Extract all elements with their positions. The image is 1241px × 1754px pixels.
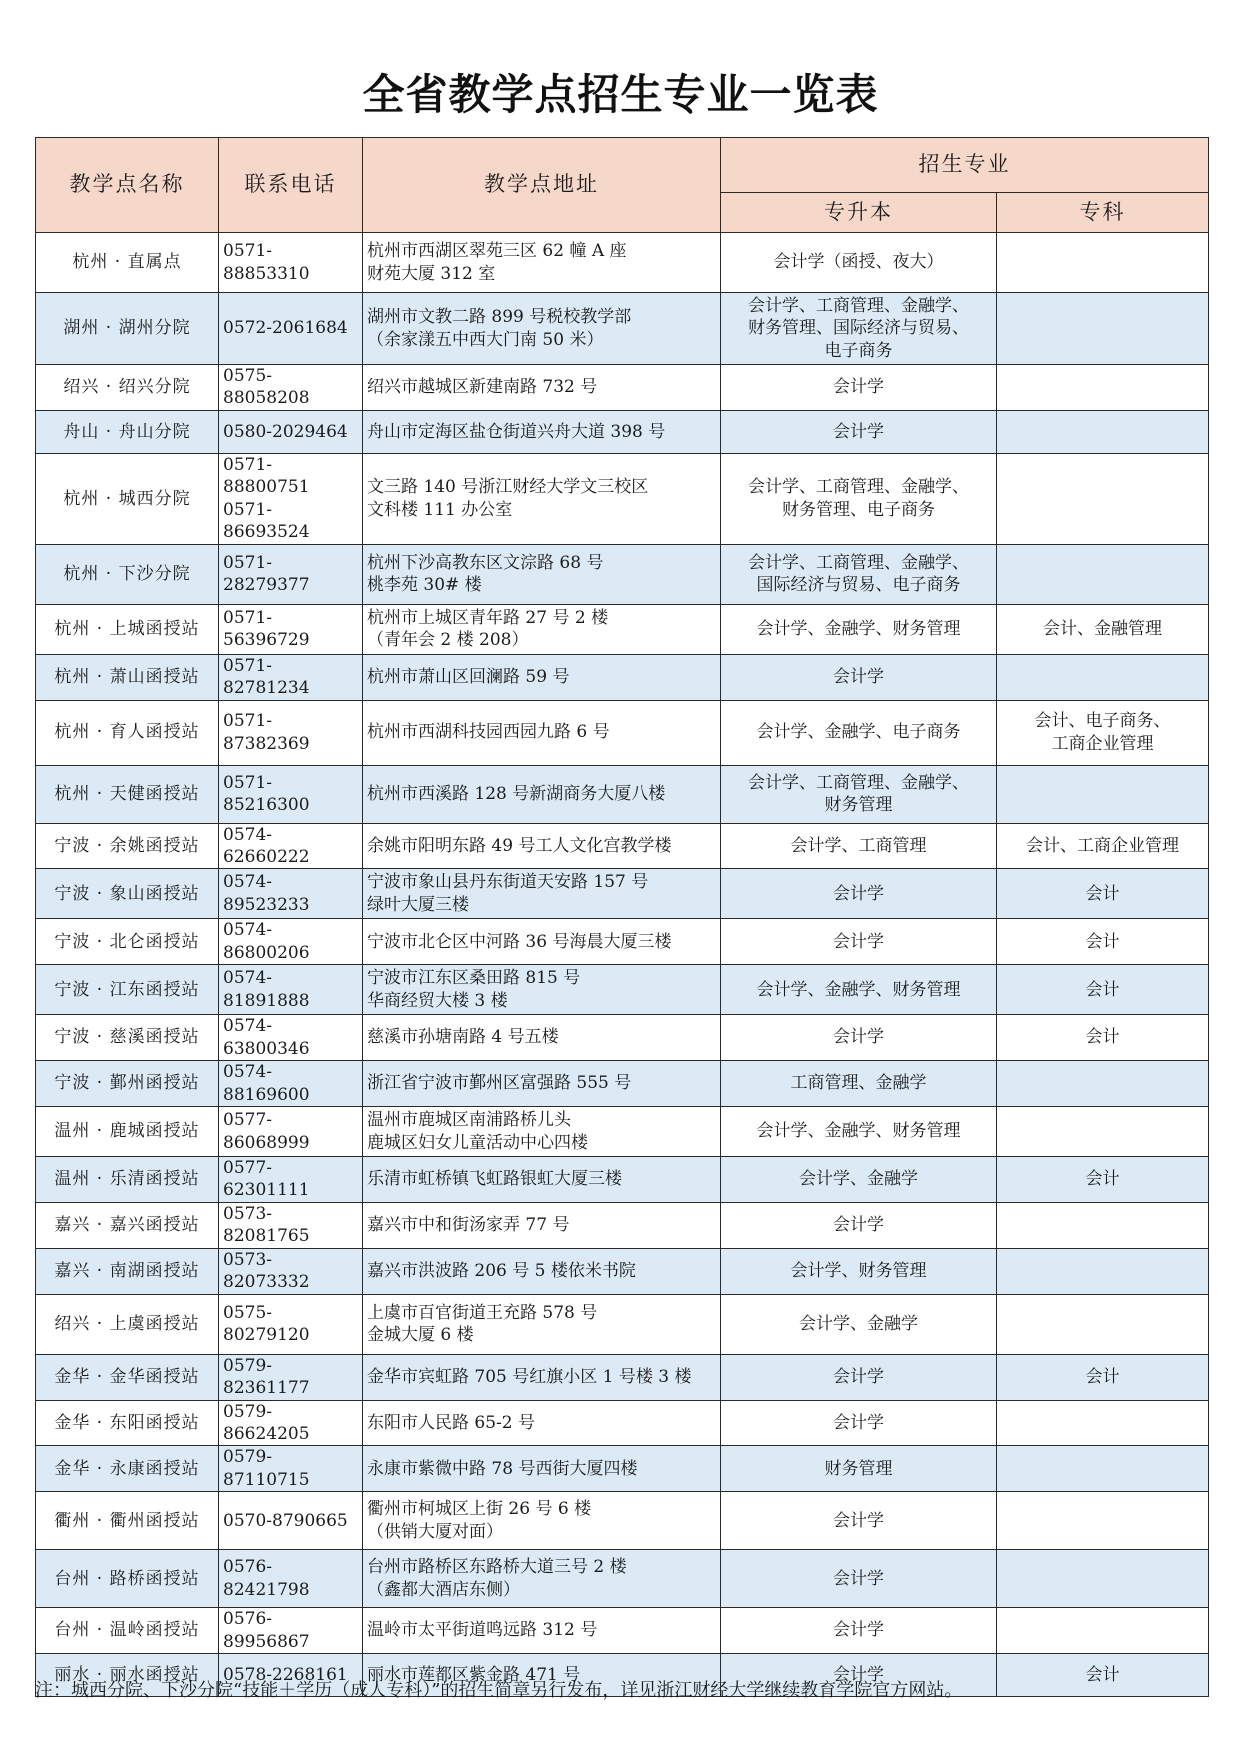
cell-college bbox=[997, 365, 1209, 411]
cell-phone bbox=[219, 1294, 363, 1354]
cell-college bbox=[997, 765, 1209, 823]
cell-address-line: 文三路 140 号浙江财经大学文三校区 bbox=[367, 477, 649, 498]
cell-name: 宁波 · 鄞州函授站 bbox=[36, 1061, 219, 1107]
table-row bbox=[36, 365, 1209, 411]
cell-phone-line: 0580-2029464 bbox=[223, 421, 348, 442]
cell-phone-line: 0574-88169600 bbox=[223, 1062, 310, 1105]
cell-upgrade-line: 会计学 bbox=[833, 1510, 884, 1531]
cell-upgrade-line: 会计学、工商管理、金融学、 bbox=[748, 772, 969, 793]
cell-phone-line: 0571-87382369 bbox=[223, 711, 310, 754]
cell-upgrade-line: 会计学 bbox=[833, 1215, 884, 1236]
cell-college bbox=[997, 544, 1209, 604]
cell-phone-line: 0572-2061684 bbox=[223, 318, 348, 339]
cell-college bbox=[997, 1608, 1209, 1654]
cell-college bbox=[997, 869, 1209, 919]
cell-upgrade bbox=[721, 1157, 997, 1203]
table-row bbox=[36, 700, 1209, 765]
table-row bbox=[36, 1248, 1209, 1294]
cell-phone-line: 0577-86068999 bbox=[223, 1110, 310, 1153]
cell-upgrade bbox=[721, 654, 997, 700]
cell-address bbox=[363, 1248, 721, 1294]
cell-address-line: 永康市紫微中路 78 号西街大厦四楼 bbox=[367, 1458, 638, 1479]
cell-upgrade-line: 会计学 bbox=[833, 931, 884, 952]
cell-upgrade bbox=[721, 1354, 997, 1400]
cell-upgrade-line: 财务管理 bbox=[824, 795, 893, 815]
cell-phone bbox=[219, 1202, 363, 1248]
cell-phone-line: 0577-62301111 bbox=[223, 1158, 310, 1201]
cell-college bbox=[997, 1400, 1209, 1446]
cell-address bbox=[363, 700, 721, 765]
cell-college-line: 会计、金融管理 bbox=[1043, 618, 1162, 639]
cell-upgrade bbox=[721, 765, 997, 823]
cell-phone bbox=[219, 293, 363, 365]
cell-phone bbox=[219, 1400, 363, 1446]
cell-phone bbox=[219, 1248, 363, 1294]
cell-phone bbox=[219, 919, 363, 965]
cell-phone bbox=[219, 604, 363, 654]
cell-phone-line: 0574-81891888 bbox=[223, 968, 310, 1011]
cell-upgrade bbox=[721, 823, 997, 869]
cell-phone bbox=[219, 1608, 363, 1654]
cell-college bbox=[997, 604, 1209, 654]
cell-address bbox=[363, 823, 721, 869]
cell-college bbox=[997, 410, 1209, 453]
cell-phone bbox=[219, 823, 363, 869]
cell-address-line: 杭州市西湖科技园西园九路 6 号 bbox=[367, 722, 610, 743]
cell-address-line: 慈溪市孙塘南路 4 号五楼 bbox=[367, 1027, 559, 1048]
cell-address bbox=[363, 544, 721, 604]
cell-college-line: 会计、工商企业管理 bbox=[1026, 835, 1179, 856]
cell-college bbox=[997, 293, 1209, 365]
cell-upgrade bbox=[721, 1061, 997, 1107]
cell-upgrade-line: 工商管理、金融学 bbox=[790, 1073, 927, 1094]
cell-college-line: 会计 bbox=[1085, 1169, 1120, 1190]
cell-address bbox=[363, 1492, 721, 1550]
cell-upgrade bbox=[721, 700, 997, 765]
cell-phone-line: 0579-87110715 bbox=[223, 1447, 310, 1490]
cell-phone-line: 0571-82781234 bbox=[223, 655, 310, 699]
cell-name: 嘉兴 · 南湖函授站 bbox=[36, 1248, 219, 1294]
cell-name: 宁波 · 余姚函授站 bbox=[36, 823, 219, 869]
cell-phone bbox=[219, 1354, 363, 1400]
cell-college bbox=[997, 1354, 1209, 1400]
cell-phone-line: 0579-86624205 bbox=[223, 1401, 310, 1444]
header-phone: 联系电话 bbox=[219, 138, 363, 233]
table-row bbox=[36, 823, 1209, 869]
cell-phone-line: 0579-82361177 bbox=[223, 1355, 310, 1399]
cell-college-line: 会计 bbox=[1085, 931, 1120, 952]
cell-address-line: 绍兴市越城区新建南路 732 号 bbox=[367, 377, 598, 398]
cell-name: 杭州 · 育人函授站 bbox=[36, 700, 219, 765]
cell-college bbox=[997, 700, 1209, 765]
cell-address-line: 嘉兴市中和街汤家弄 77 号 bbox=[367, 1215, 570, 1236]
table-row bbox=[36, 1294, 1209, 1354]
cell-phone bbox=[219, 1015, 363, 1061]
cell-upgrade-line: 会计学、财务管理 bbox=[790, 1260, 927, 1281]
cell-address-line: 温岭市太平街道鸣远路 312 号 bbox=[367, 1620, 598, 1641]
cell-phone-line: 0578-2268161 bbox=[223, 1664, 348, 1685]
cell-upgrade bbox=[721, 1015, 997, 1061]
cell-upgrade bbox=[721, 1492, 997, 1550]
cell-upgrade bbox=[721, 1400, 997, 1446]
cell-upgrade-line: 会计学（函授、夜大） bbox=[773, 252, 944, 273]
cell-upgrade bbox=[721, 604, 997, 654]
cell-college bbox=[997, 965, 1209, 1015]
cell-address-line: 丽水市莲都区紫金路 471 号 bbox=[367, 1664, 581, 1685]
cell-phone-line: 0574-86800206 bbox=[223, 920, 310, 963]
table-row bbox=[36, 654, 1209, 700]
cell-name: 金华 · 金华函授站 bbox=[36, 1354, 219, 1400]
cell-name: 杭州 · 城西分院 bbox=[36, 453, 219, 544]
cell-address-line: 财苑大厦 312 室 bbox=[367, 263, 496, 284]
cell-address-line: 杭州市西湖区翠苑三区 62 幢 A 座 bbox=[367, 241, 627, 262]
cell-name: 宁波 · 象山函授站 bbox=[36, 869, 219, 919]
cell-phone-line: 0575-88058208 bbox=[223, 366, 310, 409]
cell-name: 嘉兴 · 嘉兴函授站 bbox=[36, 1202, 219, 1248]
table-header bbox=[36, 138, 1209, 233]
cell-phone-line: 0576-89956867 bbox=[223, 1609, 310, 1652]
cell-name: 杭州 · 直属点 bbox=[36, 233, 219, 293]
cell-address bbox=[363, 1550, 721, 1608]
cell-address-line: 桃李苑 30# 楼 bbox=[367, 575, 482, 596]
cell-address-line: 华商经贸大楼 3 楼 bbox=[367, 990, 508, 1011]
cell-upgrade-line: 会计学、工商管理、金融学、 bbox=[748, 552, 969, 573]
cell-address bbox=[363, 293, 721, 365]
table-row bbox=[36, 410, 1209, 453]
footnote: 注：城西分院、下沙分院“技能＋学历（成人专科）”的招生简章另行发布，详见浙江财经大学继续教育学院官方网站。 bbox=[35, 1680, 963, 1701]
cell-address-line: 杭州市萧山区回澜路 59 号 bbox=[367, 666, 570, 687]
table-row bbox=[36, 1354, 1209, 1400]
cell-name: 宁波 · 北仑函授站 bbox=[36, 919, 219, 965]
cell-phone-line: 0571-88800751 bbox=[223, 454, 310, 498]
cell-college-line: 会计 bbox=[1085, 979, 1120, 1000]
table-row bbox=[36, 1015, 1209, 1061]
cell-address bbox=[363, 1400, 721, 1446]
cell-name: 台州 · 路桥函授站 bbox=[36, 1550, 219, 1608]
cell-upgrade bbox=[721, 965, 997, 1015]
cell-upgrade-line: 会计学、金融学、财务管理 bbox=[756, 618, 961, 639]
table-row bbox=[36, 453, 1209, 544]
cell-upgrade bbox=[721, 1550, 997, 1608]
table-row bbox=[36, 919, 1209, 965]
table-body bbox=[36, 233, 1209, 1697]
cell-address-line: 嘉兴市洪波路 206 号 5 楼依米书院 bbox=[367, 1260, 636, 1281]
cell-address bbox=[363, 965, 721, 1015]
cell-address bbox=[363, 1107, 721, 1157]
cell-upgrade bbox=[721, 1107, 997, 1157]
cell-phone bbox=[219, 965, 363, 1015]
cell-address-line: 舟山市定海区盐仓街道兴舟大道 398 号 bbox=[367, 421, 666, 442]
cell-phone-line: 0571-28279377 bbox=[223, 552, 310, 596]
cell-address-line: 鹿城区妇女儿童活动中心四楼 bbox=[367, 1132, 588, 1153]
cell-address bbox=[363, 233, 721, 293]
cell-address-line: 乐清市虹桥镇飞虹路银虹大厦三楼 bbox=[367, 1169, 622, 1190]
cell-college bbox=[997, 1015, 1209, 1061]
cell-address bbox=[363, 1294, 721, 1354]
cell-name: 湖州 · 湖州分院 bbox=[36, 293, 219, 365]
cell-upgrade-line: 会计学 bbox=[833, 1412, 884, 1433]
cell-phone-line: 0574-89523233 bbox=[223, 872, 310, 915]
cell-phone-line: 0574-63800346 bbox=[223, 1016, 310, 1059]
cell-phone bbox=[219, 1107, 363, 1157]
cell-upgrade bbox=[721, 919, 997, 965]
table-row bbox=[36, 1157, 1209, 1203]
cell-phone bbox=[219, 1550, 363, 1608]
cell-upgrade bbox=[721, 1446, 997, 1492]
cell-phone-line: 0571-85216300 bbox=[223, 772, 310, 815]
cell-address-line: 绿叶大厦三楼 bbox=[367, 894, 469, 915]
cell-name: 杭州 · 天健函授站 bbox=[36, 765, 219, 823]
cell-address-line: 金城大厦 6 楼 bbox=[367, 1325, 474, 1346]
cell-name: 绍兴 · 绍兴分院 bbox=[36, 365, 219, 411]
cell-phone-line: 0571-88853310 bbox=[223, 241, 310, 284]
table-row bbox=[36, 1550, 1209, 1608]
cell-phone bbox=[219, 453, 363, 544]
cell-name: 杭州 · 上城函授站 bbox=[36, 604, 219, 654]
cell-upgrade-line: 会计学、工商管理 bbox=[790, 835, 927, 856]
cell-upgrade-line: 会计学、金融学 bbox=[799, 1169, 918, 1190]
cell-upgrade bbox=[721, 1202, 997, 1248]
cell-address-line: 杭州下沙高教东区文淙路 68 号 bbox=[367, 552, 604, 573]
header-address: 教学点地址 bbox=[363, 138, 721, 233]
cell-upgrade-line: 会计学 bbox=[833, 1620, 884, 1641]
cell-phone-line: 0575-80279120 bbox=[223, 1302, 310, 1346]
cell-upgrade bbox=[721, 293, 997, 365]
table-row bbox=[36, 765, 1209, 823]
cell-name: 金华 · 永康函授站 bbox=[36, 1446, 219, 1492]
cell-upgrade-line: 会计学 bbox=[833, 421, 884, 442]
cell-upgrade bbox=[721, 365, 997, 411]
table-row bbox=[36, 1202, 1209, 1248]
cell-address-line: 杭州市上城区青年路 27 号 2 楼 bbox=[367, 607, 609, 628]
cell-upgrade-line: 财务管理 bbox=[824, 1458, 893, 1479]
cell-address-line: 金华市宾虹路 705 号红旗小区 1 号楼 3 楼 bbox=[367, 1366, 692, 1387]
cell-name: 台州 · 温岭函授站 bbox=[36, 1608, 219, 1654]
cell-address bbox=[363, 765, 721, 823]
cell-phone bbox=[219, 869, 363, 919]
cell-address-line: （青年会 2 楼 208） bbox=[367, 630, 529, 651]
cell-college bbox=[997, 1061, 1209, 1107]
cell-college-line: 会计 bbox=[1085, 1027, 1120, 1048]
cell-name: 宁波 · 江东函授站 bbox=[36, 965, 219, 1015]
cell-college bbox=[997, 1107, 1209, 1157]
cell-phone bbox=[219, 1492, 363, 1550]
cell-upgrade bbox=[721, 1248, 997, 1294]
cell-address bbox=[363, 1608, 721, 1654]
cell-phone-line: 0573-82081765 bbox=[223, 1203, 310, 1247]
cell-phone bbox=[219, 700, 363, 765]
header-college: 专科 bbox=[997, 193, 1209, 233]
cell-college bbox=[997, 1202, 1209, 1248]
cell-address-line: 宁波市江东区桑田路 815 号 bbox=[367, 968, 581, 989]
cell-phone bbox=[219, 410, 363, 453]
cell-college bbox=[997, 453, 1209, 544]
cell-college-line: 工商企业管理 bbox=[1051, 733, 1154, 754]
cell-college bbox=[997, 1550, 1209, 1608]
table-row bbox=[36, 604, 1209, 654]
cell-college-line: 会计 bbox=[1085, 883, 1120, 904]
table-row bbox=[36, 1492, 1209, 1550]
cell-address-line: 文科楼 111 办公室 bbox=[367, 499, 513, 520]
cell-address-line: （鑫都大酒店东侧） bbox=[367, 1579, 520, 1600]
cell-address-line: 湖州市文教二路 899 号税校教学部 bbox=[367, 307, 632, 328]
cell-upgrade-line: 会计学、金融学、财务管理 bbox=[756, 979, 961, 1000]
cell-address-line: 余姚市阳明东路 49 号工人文化宫教学楼 bbox=[367, 835, 672, 856]
cell-address-line: 台州市路桥区东路桥大道三号 2 楼 bbox=[367, 1557, 627, 1578]
cell-address bbox=[363, 1354, 721, 1400]
header-majors: 招生专业 bbox=[721, 138, 1209, 193]
cell-upgrade-line: 会计学 bbox=[833, 883, 884, 904]
cell-college bbox=[997, 1157, 1209, 1203]
table-row bbox=[36, 1608, 1209, 1654]
cell-address bbox=[363, 410, 721, 453]
page-title: 全省教学点招生专业一览表 bbox=[362, 70, 879, 119]
cell-phone bbox=[219, 365, 363, 411]
cell-name: 衢州 · 衢州函授站 bbox=[36, 1492, 219, 1550]
cell-phone-line: 0571-86693524 bbox=[223, 499, 310, 543]
cell-address-line: 宁波市象山县丹东街道天安路 157 号 bbox=[367, 872, 649, 893]
cell-address bbox=[363, 869, 721, 919]
cell-phone-line: 0571-56396729 bbox=[223, 607, 310, 651]
cell-phone-line: 0570-8790665 bbox=[223, 1510, 348, 1531]
cell-upgrade bbox=[721, 1294, 997, 1354]
cell-name: 温州 · 鹿城函授站 bbox=[36, 1107, 219, 1157]
cell-college-line: 会计 bbox=[1085, 1664, 1120, 1685]
cell-college bbox=[997, 823, 1209, 869]
cell-phone-line: 0574-62660222 bbox=[223, 824, 310, 867]
cell-upgrade bbox=[721, 233, 997, 293]
cell-upgrade bbox=[721, 1608, 997, 1654]
cell-phone bbox=[219, 765, 363, 823]
cell-college bbox=[997, 1248, 1209, 1294]
cell-address bbox=[363, 1446, 721, 1492]
cell-college bbox=[997, 919, 1209, 965]
table-row bbox=[36, 293, 1209, 365]
cell-phone bbox=[219, 544, 363, 604]
table-row bbox=[36, 1446, 1209, 1492]
table-row bbox=[36, 1400, 1209, 1446]
cell-address-line: （供销大厦对面） bbox=[367, 1521, 503, 1542]
cell-college bbox=[997, 1446, 1209, 1492]
table-row bbox=[36, 1107, 1209, 1157]
cell-name: 杭州 · 萧山函授站 bbox=[36, 654, 219, 700]
cell-address bbox=[363, 1061, 721, 1107]
cell-college-line: 会计、电子商务、 bbox=[1034, 711, 1171, 732]
cell-college bbox=[997, 1492, 1209, 1550]
cell-upgrade-line: 会计学、金融学、电子商务 bbox=[756, 722, 961, 743]
cell-address bbox=[363, 365, 721, 411]
cell-college-line: 会计 bbox=[1085, 1366, 1120, 1387]
cell-upgrade-line: 会计学 bbox=[833, 1366, 884, 1387]
cell-upgrade-line: 会计学 bbox=[833, 377, 884, 398]
cell-phone bbox=[219, 654, 363, 700]
header-upgrade: 专升本 bbox=[721, 193, 997, 233]
cell-name: 舟山 · 舟山分院 bbox=[36, 410, 219, 453]
cell-address-line: 宁波市北仑区中河路 36 号海晨大厦三楼 bbox=[367, 931, 672, 952]
cell-upgrade-line: 会计学 bbox=[833, 1568, 884, 1589]
cell-upgrade-line: 会计学、工商管理、金融学、 bbox=[748, 477, 969, 498]
cell-college bbox=[997, 233, 1209, 293]
cell-upgrade-line: 财务管理、电子商务 bbox=[782, 499, 935, 520]
cell-name: 杭州 · 下沙分院 bbox=[36, 544, 219, 604]
table-row bbox=[36, 233, 1209, 293]
cell-upgrade bbox=[721, 410, 997, 453]
table-row bbox=[36, 544, 1209, 604]
cell-upgrade-line: 国际经济与贸易、电子商务 bbox=[756, 575, 961, 596]
cell-address-line: 浙江省宁波市鄞州区富强路 555 号 bbox=[367, 1073, 632, 1094]
cell-upgrade-line: 会计学、金融学、财务管理 bbox=[756, 1121, 961, 1142]
cell-address bbox=[363, 919, 721, 965]
cell-phone bbox=[219, 1446, 363, 1492]
cell-upgrade bbox=[721, 544, 997, 604]
cell-upgrade-line: 财务管理、国际经济与贸易、 bbox=[748, 318, 969, 339]
cell-upgrade bbox=[721, 453, 997, 544]
header-name: 教学点名称 bbox=[36, 138, 219, 233]
cell-address bbox=[363, 453, 721, 544]
cell-address bbox=[363, 654, 721, 700]
cell-address bbox=[363, 1157, 721, 1203]
cell-phone bbox=[219, 1157, 363, 1203]
cell-phone-line: 0576-82421798 bbox=[223, 1557, 310, 1600]
cell-name: 金华 · 东阳函授站 bbox=[36, 1400, 219, 1446]
cell-upgrade bbox=[721, 869, 997, 919]
cell-address-line: 东阳市人民路 65-2 号 bbox=[367, 1412, 535, 1433]
cell-upgrade-line: 会计学 bbox=[833, 666, 884, 687]
cell-address bbox=[363, 1015, 721, 1061]
cell-upgrade-line: 会计学 bbox=[833, 1664, 884, 1685]
cell-address-line: 温州市鹿城区南浦路桥儿头 bbox=[367, 1110, 571, 1131]
cell-college bbox=[997, 1294, 1209, 1354]
cell-name: 温州 · 乐清函授站 bbox=[36, 1157, 219, 1203]
cell-name: 宁波 · 慈溪函授站 bbox=[36, 1015, 219, 1061]
cell-upgrade-line: 会计学 bbox=[833, 1027, 884, 1048]
cell-address-line: 上虞市百官街道王充路 578 号 bbox=[367, 1302, 598, 1323]
cell-upgrade-line: 会计学、工商管理、金融学、 bbox=[748, 295, 969, 316]
cell-address-line: 衢州市柯城区上街 26 号 6 楼 bbox=[367, 1499, 592, 1520]
cell-phone bbox=[219, 233, 363, 293]
table-row bbox=[36, 1061, 1209, 1107]
cell-address bbox=[363, 604, 721, 654]
cell-phone bbox=[219, 1061, 363, 1107]
cell-name: 绍兴 · 上虞函授站 bbox=[36, 1294, 219, 1354]
cell-address-line: 杭州市西溪路 128 号新湖商务大厦八楼 bbox=[367, 783, 666, 804]
table-row bbox=[36, 965, 1209, 1015]
cell-phone-line: 0573-82073332 bbox=[223, 1249, 310, 1293]
cell-name: 丽水 · 丽水函授站 bbox=[36, 1654, 219, 1697]
cell-upgrade-line: 电子商务 bbox=[824, 340, 893, 361]
enrollment-table bbox=[35, 137, 1209, 1697]
cell-upgrade-line: 会计学、金融学 bbox=[799, 1313, 918, 1334]
cell-address bbox=[363, 1202, 721, 1248]
cell-address-line: （余家漾五中西大门南 50 米） bbox=[367, 329, 604, 350]
table-row bbox=[36, 869, 1209, 919]
cell-college bbox=[997, 654, 1209, 700]
